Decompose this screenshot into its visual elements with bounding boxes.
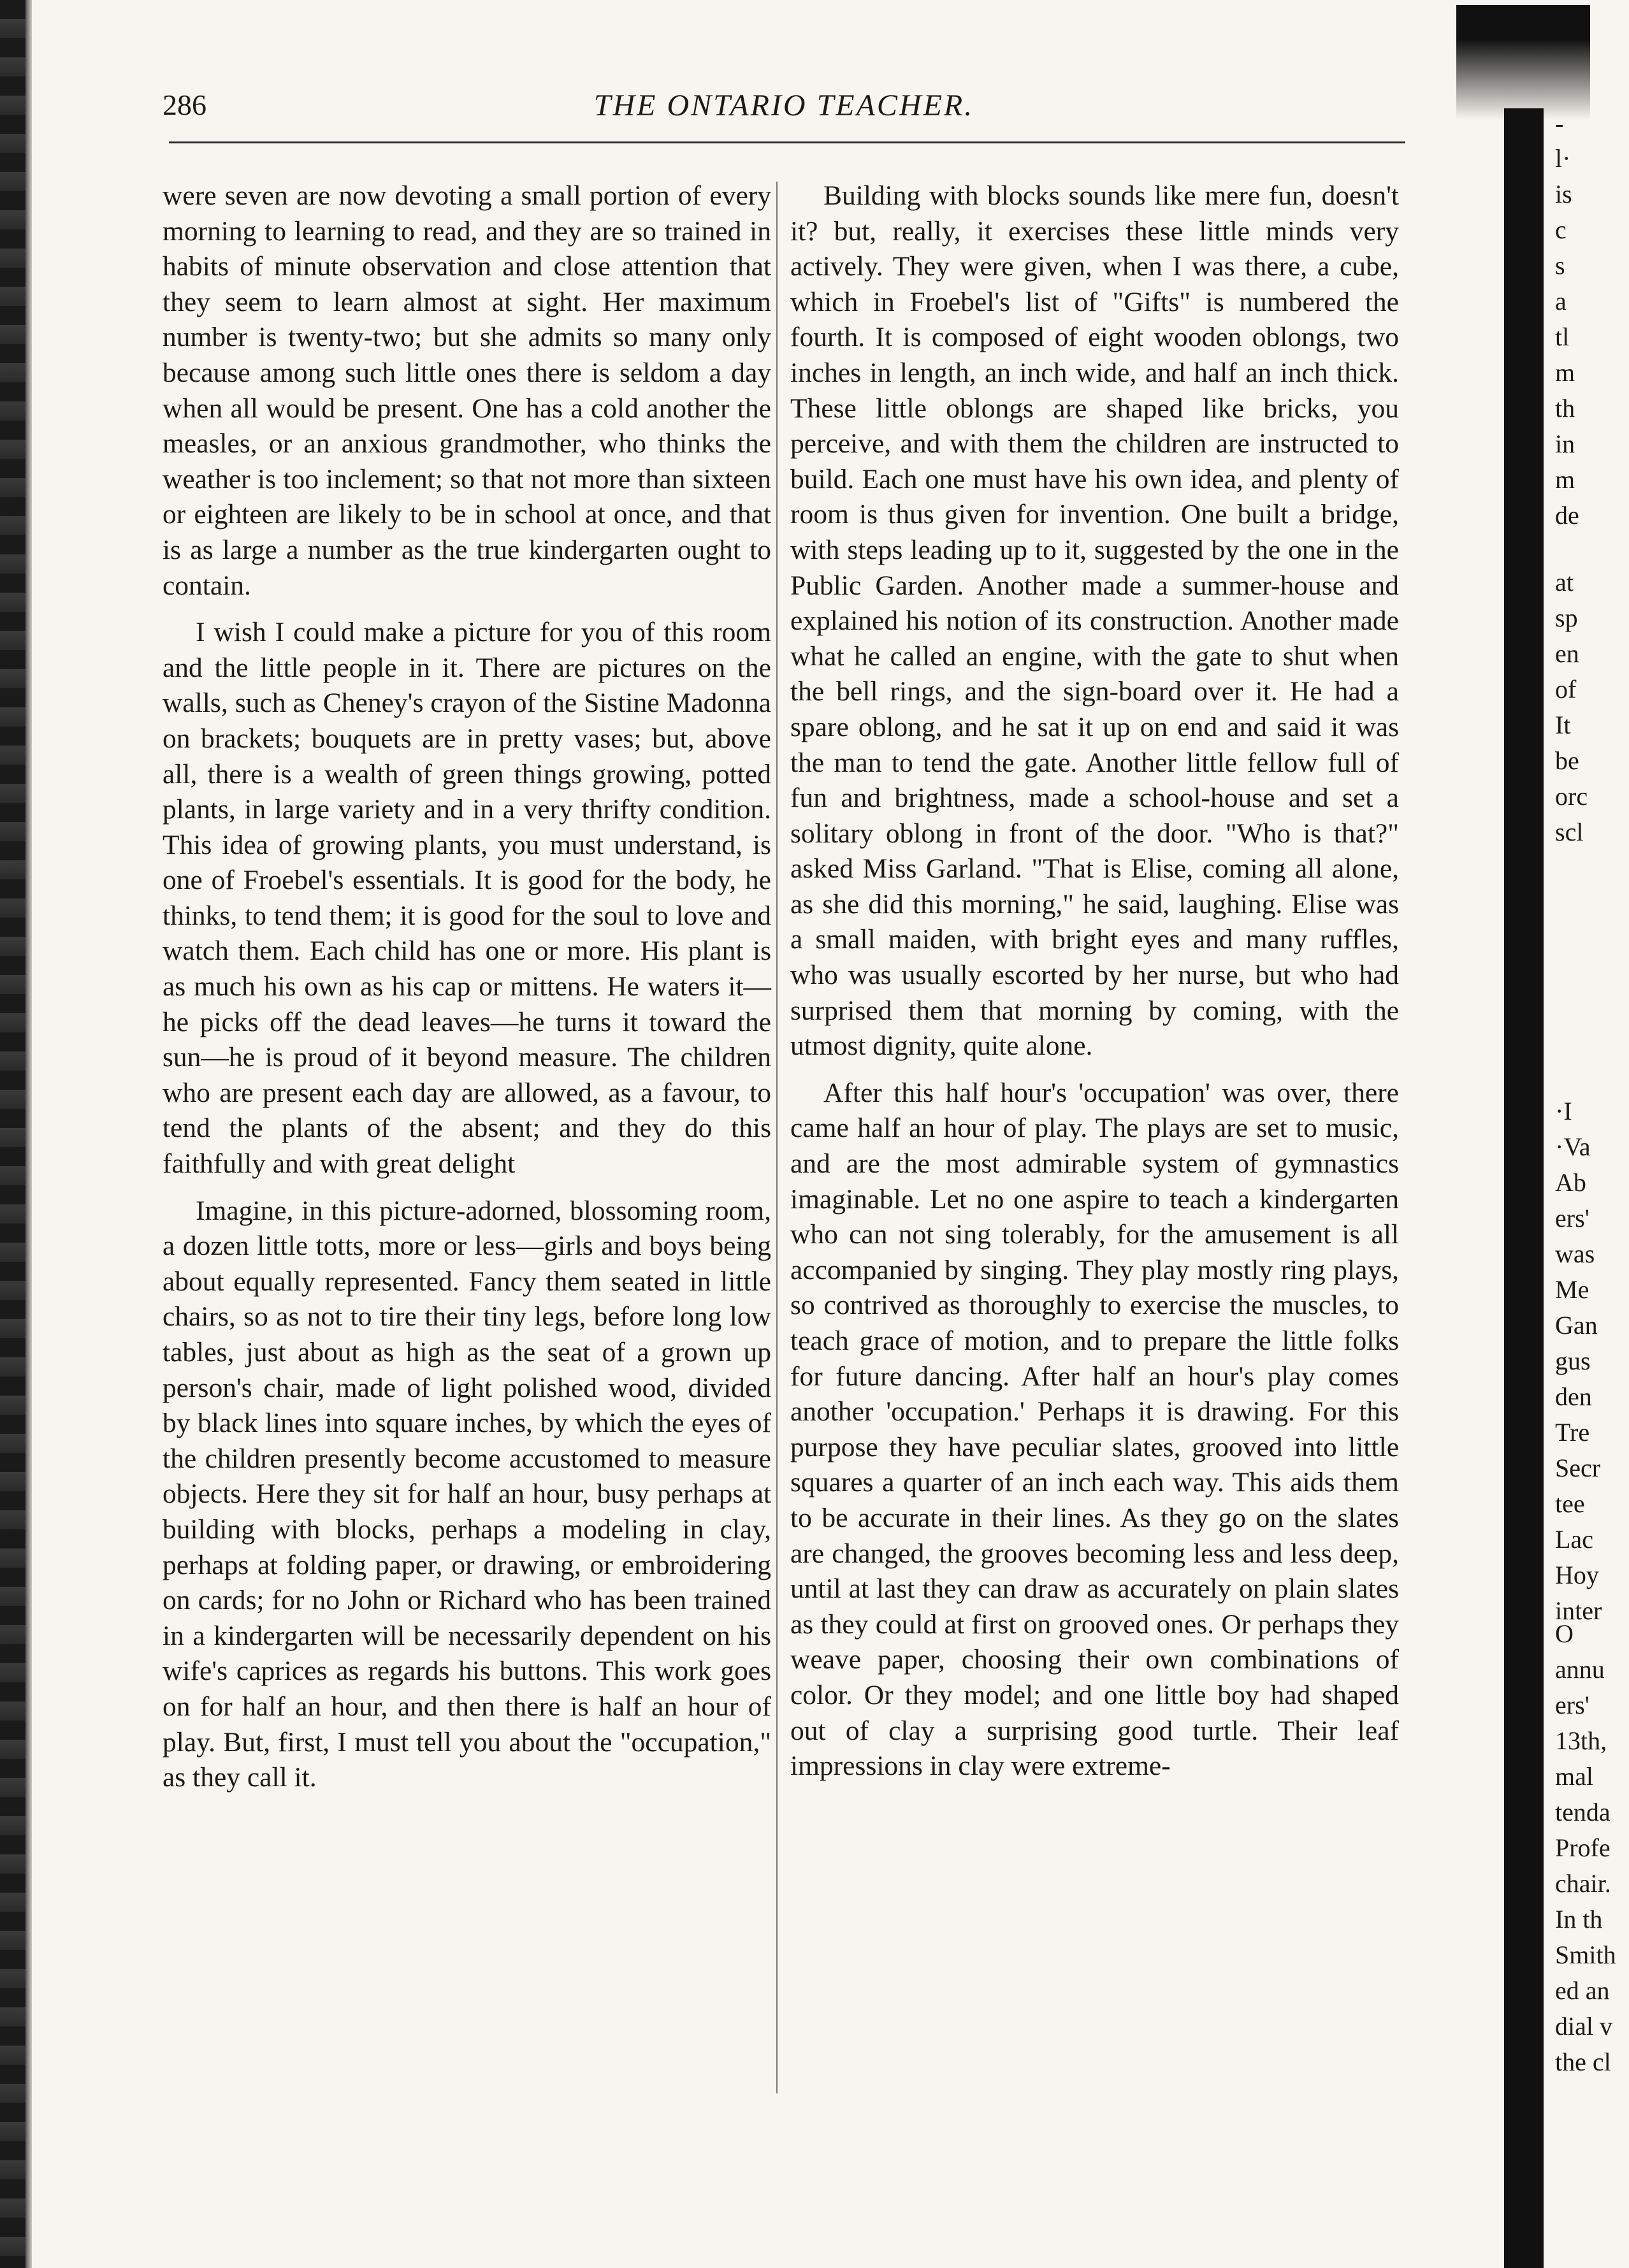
next-page-fragment: Smith bbox=[1555, 1940, 1616, 1969]
next-page-fragment: dial v bbox=[1555, 2012, 1612, 2040]
right-column bbox=[790, 178, 1399, 1784]
next-page-fragment: In th bbox=[1555, 1905, 1603, 1933]
next-page-fragment: a bbox=[1555, 287, 1567, 315]
next-page-fragment: ers' bbox=[1555, 1204, 1589, 1232]
next-page-fragment: O bbox=[1555, 1619, 1574, 1648]
next-page-fragment: tl bbox=[1555, 322, 1570, 351]
next-page-fragment: in bbox=[1555, 430, 1575, 458]
next-page-fragment: en bbox=[1555, 639, 1579, 668]
next-page-fragment: m bbox=[1555, 358, 1575, 387]
next-page-fragment: scl bbox=[1555, 818, 1584, 846]
left-paragraph-2: I wish I could make a picture for you of this room and the little people in it. There are pictures on the walls, such as Cheney's crayon of the Sistine Madonna on brackets; bouquets are in pretty vases; but, above all, there is a wealth of green things growing, potted plants, in large variety and in a very thrifty condition. This idea of growing plants, you must understand, is one of Froebel's essentials. It is good for the body, he thinks, to tend them; it is good for the soul to love and watch them. Each child has one or more. His plant is as much his own as his cap or mittens. He waters it—he picks off the dead leaves—he turns it toward the sun—he is proud of it beyond measure. The children who are present each day are allowed, as a favour, to tend the plants of the absent; and they do this faithfully and with great delight bbox=[163, 617, 771, 1180]
next-page-fragment: chair. bbox=[1555, 1869, 1611, 1898]
next-page-fragment: ·Va bbox=[1555, 1132, 1591, 1161]
next-page-fragment: be bbox=[1555, 746, 1579, 775]
next-page-fragment: th bbox=[1555, 394, 1575, 423]
column-divider bbox=[776, 182, 778, 2093]
next-page-fragment: Me bbox=[1555, 1275, 1589, 1304]
next-page-fragment: annu bbox=[1555, 1655, 1605, 1684]
left-paragraph-1: were seven are now devoting a small portion of every morning to learning to read, and they are so trained in habits of minute observation and close attention that they seem to learn almost at sight. Her maximum number is twenty-two; but she admits so many only because among such little ones there is seldom a day when all would be present. One has a cold another the measles, or an anxious grandmother, who thinks the weather is too inclement; so that not more than sixteen or eighteen are likely to be in school at once, and that is as large a number as the true kindergarten ought to contain. bbox=[163, 180, 771, 601]
next-page-fragment: sp bbox=[1555, 603, 1578, 632]
next-page-fragment: Ab bbox=[1555, 1168, 1586, 1197]
next-page-fragment: ed an bbox=[1555, 1976, 1610, 2005]
header-rule bbox=[169, 141, 1405, 143]
page-binding-edge bbox=[0, 0, 25, 2268]
next-page-fragment: was bbox=[1555, 1239, 1595, 1268]
next-page-fragment: of bbox=[1555, 675, 1577, 704]
page-header bbox=[163, 88, 1405, 133]
next-page-fragment: - bbox=[1555, 109, 1564, 138]
next-page-fragment: Hoy bbox=[1555, 1561, 1599, 1589]
next-page-fragment: l· bbox=[1555, 144, 1571, 173]
running-title: THE ONTARIO TEACHER. bbox=[593, 89, 974, 122]
next-page-fragment: c bbox=[1555, 215, 1567, 244]
next-page-fragment: ·I bbox=[1555, 1097, 1572, 1125]
next-page-fragment: m bbox=[1555, 465, 1575, 494]
next-page-fragment: It bbox=[1555, 711, 1571, 739]
next-page-fragment: gus bbox=[1555, 1347, 1591, 1375]
next-page-fragment: Secr bbox=[1555, 1454, 1601, 1482]
next-page-fragment: ers' bbox=[1555, 1691, 1589, 1719]
left-column bbox=[163, 178, 771, 1796]
next-page-fragment: s bbox=[1555, 251, 1565, 280]
right-paragraph-1: Building with blocks sounds like mere fun, doesn't it? but, really, it exercises these little minds very actively. They were given, when I was there, a cube, which in Froebel's list of "Gifts" is numbered the fourth. It is composed of eight wooden oblongs, two inches in length, an inch wide, and half an inch thick. These little oblongs are shaped like bricks, you perceive, and with them the children are instructed to build. Each one must have his own idea, and plenty of room is thus given for invention. One built a bridge, with steps leading up to it, suggested by the one in the Public Garden. Another made a summer-house and explained his notion of its construction. Another made what he called an engine, with the gate to shut when the bell rings, and the sign-board over it. He had a spare oblong, and he sat it up on end and said it was the man to tend the gate. Another little fellow full of fun and brightness, made a school-house and set a solitary oblong in front of the door. "Who is that?" asked Miss Garland. "That is Elise, coming all alone, as she did this morning," he said, laughing. Elise was a small maiden, with bright eyes and many ruffles, who was usually escorted by her nurse, but who had surprised them that morning by coming, with the utmost dignity, quite alone. bbox=[790, 180, 1399, 1062]
next-page-fragment: Tre bbox=[1555, 1418, 1590, 1447]
page-number: 286 bbox=[163, 89, 206, 121]
next-page-fragment: mal bbox=[1555, 1762, 1593, 1791]
next-page-fragment: the cl bbox=[1555, 2048, 1611, 2076]
next-page-fragment: inter bbox=[1555, 1596, 1602, 1625]
gutter-shadow bbox=[1504, 108, 1544, 2268]
next-page-fragment: Lac bbox=[1555, 1525, 1593, 1554]
next-page-edge bbox=[1555, 0, 1629, 2268]
next-page-fragment: orc bbox=[1555, 782, 1588, 811]
right-paragraph-2: After this half hour's 'occupation' was over, there came half an hour of play. The plays are set to music, and are the most admirable system of gymnastics imaginable. Let no one aspire to teach a kindergarten who can not sing tolerably, for the amusement is all accompanied by singing. They play mostly ring plays, so contrived as thoroughly to exercise the muscles, to teach grace of motion, and to prepare the little folks for future dancing. After half an hour's play comes another 'occupation.' Perhaps it is drawing. For this purpose they have peculiar slates, grooved into little squares a quarter of an inch each way. This aids them to be accurate in their lines. As they go on the slates are changed, the grooves becoming less and less deep, until at last they can draw as accurately on plain slates as they could at first on grooved ones. Or perhaps they weave paper, choosing their own combinations of color. Or they model; and one little boy had shaped out of clay a surprising good turtle. Their leaf impressions in clay were extreme- bbox=[790, 1077, 1399, 1782]
page-binding-shadow bbox=[25, 0, 32, 2268]
next-page-fragment: de bbox=[1555, 501, 1579, 530]
next-page-fragment: is bbox=[1555, 180, 1572, 208]
next-page-fragment: Profe bbox=[1555, 1833, 1611, 1862]
next-page-fragment: 13th, bbox=[1555, 1726, 1607, 1755]
next-page-fragment: at bbox=[1555, 568, 1574, 596]
next-page-fragment: den bbox=[1555, 1382, 1592, 1411]
next-page-fragment: tee bbox=[1555, 1489, 1585, 1518]
left-paragraph-3: Imagine, in this picture-adorned, blossoming room, a dozen little totts, more or less—girls and boys being about equally represented. Fancy them seated in little chairs, so as not to tire their tiny legs, before long low tables, just about as high as the seat of a grown up person's chair, made of light polished wood, divided by black lines into square inches, by which the eyes of the children presently become accustomed to measure objects. Here they sit for half an hour, busy perhaps at building with blocks, perhaps a modeling in clay, perhaps at folding paper, or drawing, or embroidering on cards; for no John or Richard who has been trained in a kindergarten will be necessarily dependent on his wife's caprices as regards his buttons. This work goes on for half an hour, and then there is half an hour of play. But, first, I must tell you about the "occupation," as they call it. bbox=[163, 1195, 771, 1793]
next-page-fragment: Gan bbox=[1555, 1311, 1598, 1340]
next-page-fragment: tenda bbox=[1555, 1798, 1611, 1826]
